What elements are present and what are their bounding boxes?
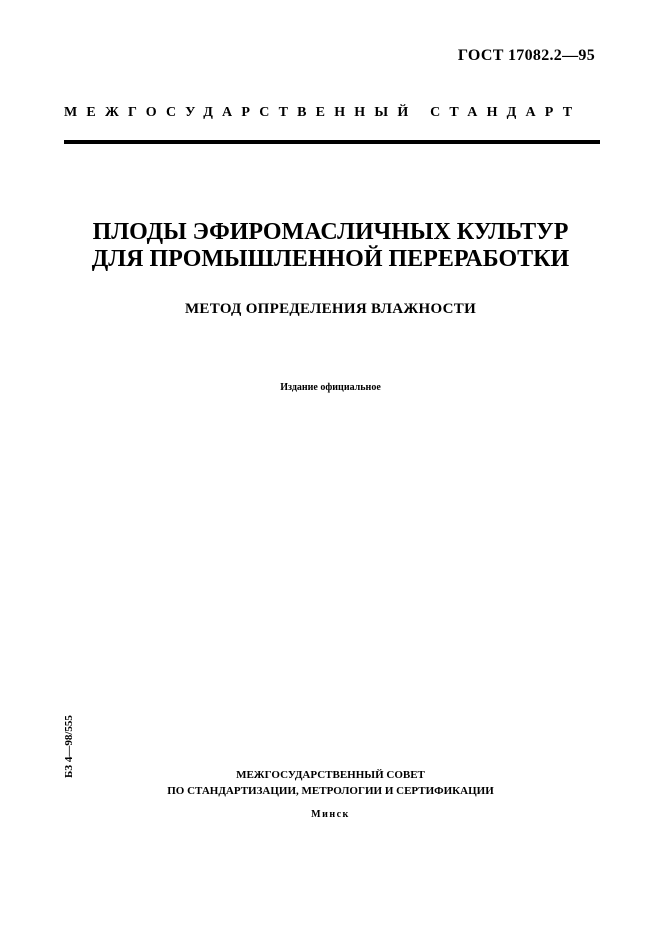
standard-type-heading: МЕЖГОСУДАРСТВЕННЫЙ СТАНДАРТ [64,105,582,120]
publisher-line-1: МЕЖГОСУДАРСТВЕННЫЙ СОВЕТ [236,769,425,781]
title-line-1: ПЛОДЫ ЭФИРОМАСЛИЧНЫХ КУЛЬТУР [92,219,569,245]
title-line-2: ДЛЯ ПРОМЫШЛЕННОЙ ПЕРЕРАБОТКИ [91,246,570,272]
publication-city: Минск [311,809,350,820]
side-catalog-code: БЗ 4—98/555 [63,715,75,778]
document-title [0,219,661,273]
edition-note: Издание официальное [280,382,381,393]
publisher-line-2: ПО СТАНДАРТИЗАЦИИ, МЕТРОЛОГИИ И СЕРТИФИКАЦИИ [167,785,494,797]
document-code: ГОСТ 17082.2—95 [457,47,595,64]
document-subtitle: МЕТОД ОПРЕДЕЛЕНИЯ ВЛАЖНОСТИ [184,301,477,317]
publisher-block [0,767,661,799]
header-divider [64,140,600,144]
